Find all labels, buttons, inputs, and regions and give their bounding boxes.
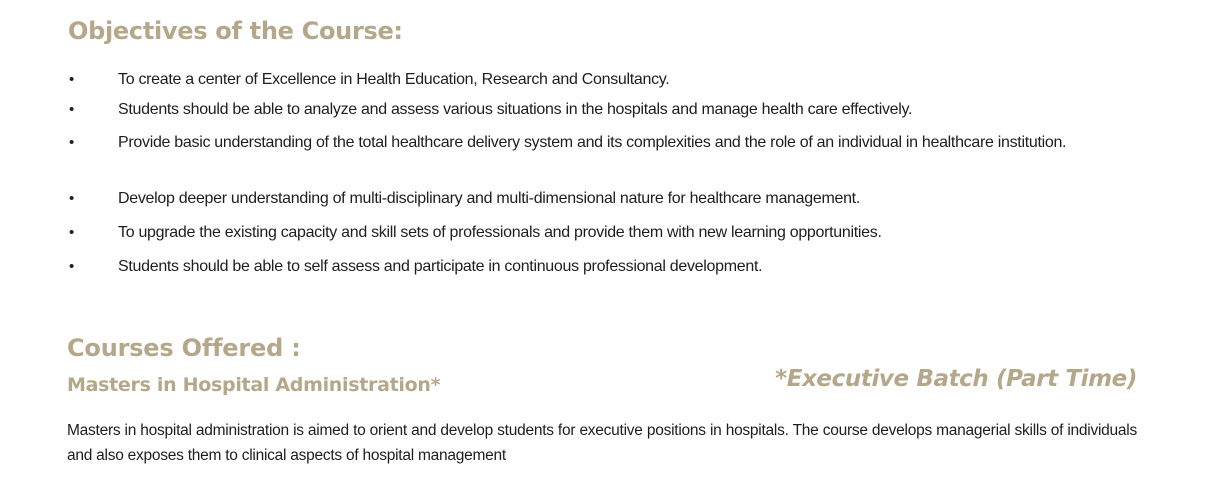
objective-text: To upgrade the existing capacity and skill sets of professionals and provide them with new learning opportunities. [118, 224, 882, 241]
bullet-icon: • [69, 224, 75, 241]
courses-offered-heading: Courses Offered : [67, 334, 301, 362]
objective-text: To create a center of Excellence in Health Education, Research and Consultancy. [118, 71, 670, 88]
course-description: Masters in hospital administration is aimed to orient and develop students for executive positions in hospitals. The course develops managerial skills of individuals and also exposes them to clinical aspects of hospital management [67, 422, 1137, 464]
bullet-icon: • [69, 71, 75, 88]
objective-text: Students should be able to self assess and participate in continuous professional development. [118, 258, 763, 275]
bullet-icon: • [69, 190, 75, 207]
batch-note: *Executive Batch (Part Time) [775, 366, 1137, 392]
bullet-icon: • [69, 101, 75, 118]
objectives-heading: Objectives of the Course: [68, 17, 403, 45]
bullet-icon: • [69, 134, 75, 151]
bullet-icon: • [69, 258, 75, 275]
course-title: Masters in Hospital Administration* [67, 374, 441, 396]
objective-text: Develop deeper understanding of multi-disciplinary and multi-dimensional nature for healthcare management. [118, 190, 860, 207]
objective-text: Provide basic understanding of the total healthcare delivery system and its complexities and the role of an individual in healthcare institution. [118, 134, 1067, 151]
objective-text: Students should be able to analyze and assess various situations in the hospitals and manage health care effectively. [118, 101, 913, 118]
